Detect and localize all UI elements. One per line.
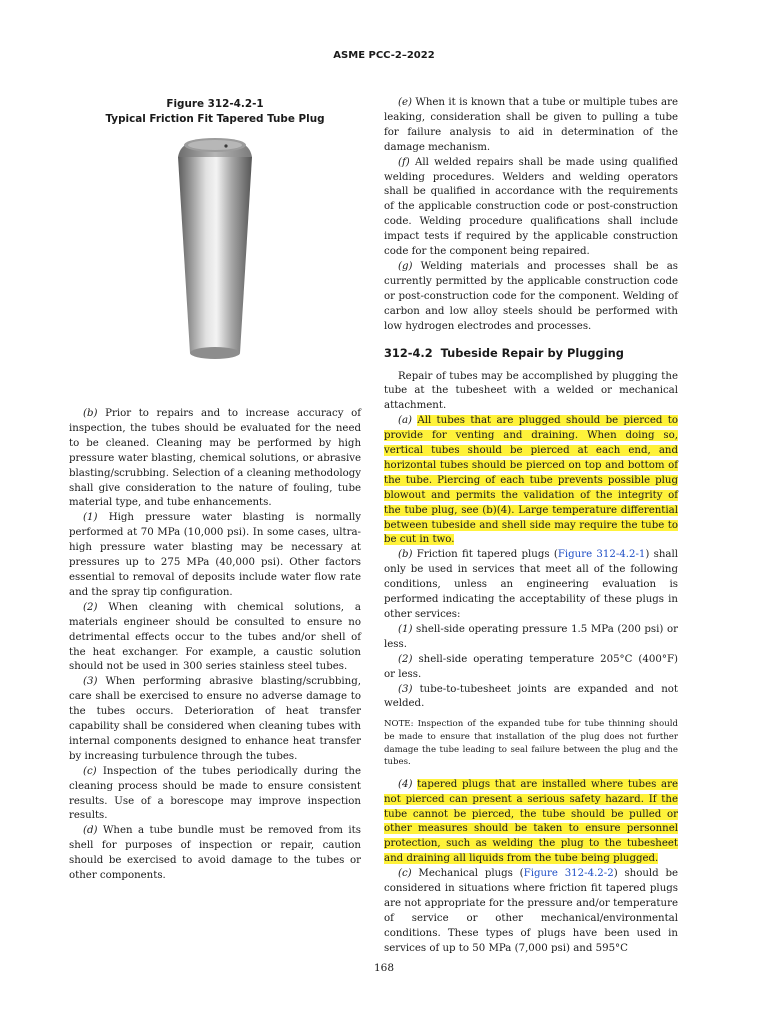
para-b: (b) Friction fit tapered plugs (Figure 312-4.2-1) shall only be used in services that meet all of the following conditions, unless an engineering evaluation is performed indicating the acceptability of these plugs in other services:	[384, 549, 678, 620]
figure-number: Figure 312-4.2-1	[166, 98, 264, 110]
section-heading: 312-4.2 Tubeside Repair by Plugging	[384, 345, 624, 360]
highlight-a: All tubes that are plugged should be pierced to provide for venting and draining. When doing so, vertical tubes should be pierced at each end, and horizontal tubes should be pierced on top and bottom of the tube. Piercing of each tube prevents possible plug blowout and permits the validation of the integrity of the tube plug, see (b)(4). Large temperature differential between tubeside and shell side may require the tube to be cut in two.	[384, 415, 678, 546]
para-b3-left: (3) When performing abrasive blasting/scrubbing, care shall be exercised to ensure no adverse damage to the tubes occurs. Deterioration of heat transfer capability shall be considered when cleaning tubes with internal components designed to enhance heat transfer by increasing turbulence through the tubes.	[69, 676, 361, 762]
running-header: ASME PCC-2–2022	[333, 50, 435, 61]
para-b1-left: (1) High pressure water blasting is normally performed at 70 MPa (10,000 psi). In some cases, ultra-high pressure water blasting may be necessary at pressures up to 275 MPa (40,000 psi). Other factors essential to removal of deposits include water flow rate and the spray tip configuration.	[69, 512, 361, 598]
figure-link-312-4-2-1[interactable]: Figure 312-4.2-1	[557, 549, 646, 561]
para-a: (a) All tubes that are plugged should be pierced to provide for venting and draining. When doing so, vertical tubes should be pierced at each end, and horizontal tubes should be pierced on top and bottom of the tube. Piercing of each tube prevents possible plug blowout and permits the validation of the integrity of the tube plug, see (b)(4). Large temperature differential between tubeside and shell side may require the tube to be cut in two.	[384, 415, 678, 546]
page-number: 168	[373, 962, 395, 974]
para-b3: (3) tube-to-tubesheet joints are expanded and not welded.	[384, 683, 678, 710]
note: NOTE: Inspection of the expanded tube for tube thinning should be made to ensure that installation of the plug does not further damage the tube leading to seal failure between the plug and the tubes.	[384, 719, 678, 768]
right-column	[384, 96, 678, 957]
para-b-left: (b) Prior to repairs and to increase accuracy of inspection, the tubes should be evaluated for the need to be cleaned. Cleaning may be performed by high pressure water blasting, chemical solutions, or abrasive blasting/scrubbing. Selection of a cleaning methodology shall give consideration to the nature of fouling, tube material type, and tube enhancements.	[69, 408, 361, 509]
para-f: (f) All welded repairs shall be made using qualified welding procedures. Welders and welding operators shall be qualified in accordance with the requirements of the applicable construction code or post-construction code. Welding procedure qualifications shall include impact tests if required by the applicable construction code for the component being repaired.	[384, 156, 678, 258]
figure-title	[69, 97, 361, 126]
left-column	[69, 407, 361, 884]
para-g: (g) Welding materials and processes shall be as currently permitted by the applicable construction code or post-construction code for the component. Welding of carbon and low alloy steels should be performed with low hydrogen electrodes and processes.	[384, 260, 678, 332]
para-b2-left: (2) When cleaning with chemical solutions, a materials engineer should be consulted to ensure no detrimental effects occur to the tubes and/or shell of the heat exchanger. For example, a caustic solution should not be used in 300 series stainless steel tubes.	[69, 601, 361, 673]
section-intro: Repair of tubes may be accomplished by plugging the tube at the tubesheet with a welded or mechanical attachment.	[384, 370, 678, 412]
figure-link-312-4-2-2[interactable]: Figure 312-4.2-2	[523, 868, 614, 880]
para-b1: (1) shell-side operating pressure 1.5 MPa (200 psi) or less.	[384, 623, 678, 650]
tube-plug-illustration	[168, 135, 262, 365]
para-e: (e) When it is known that a tube or multiple tubes are leaking, consideration shall be given to pulling a tube for failure analysis to aid in determination of the damage mechanism.	[384, 97, 678, 153]
para-c: (c) Mechanical plugs (Figure 312-4.2-2) should be considered in situations where friction fit tapered plugs are not appropriate for the pressure and/or temperature of service or other mechanical/environmental conditions. These types of plugs have been used in services of up to 50 MPa (7,000 psi) and 595°C	[384, 868, 679, 954]
para-b4: (4) tapered plugs that are installed where tubes are not pierced can present a serious safety hazard. If the tube cannot be pierced, the tube should be pulled or other measures should be taken to ensure personnel protection, such as welding the plug to the tubesheet and draining all liquids from the tube being plugged.	[384, 778, 678, 865]
tube-plug-image	[168, 135, 262, 365]
para-c-left: (c) Inspection of the tubes periodically during the cleaning process should be made to ensure consistent results. Use of a borescope may improve inspection results.	[69, 765, 361, 822]
para-b2: (2) shell-side operating temperature 205°C (400°F) or less.	[384, 653, 678, 680]
highlight-b4: tapered plugs that are installed where tubes are not pierced can present a serious safety hazard. If the tube cannot be pierced, the tube should be pulled or other measures should be taken to ensure personnel protection, such as welding the plug to the tubesheet and draining all liquids from the tube being plugged.	[384, 778, 678, 865]
para-d-left: (d) When a tube bundle must be removed from its shell for purposes of inspection or repair, caution should be exercised to avoid damage to the tubes or other components.	[69, 825, 361, 882]
figure-caption: Typical Friction Fit Tapered Tube Plug	[105, 112, 325, 125]
